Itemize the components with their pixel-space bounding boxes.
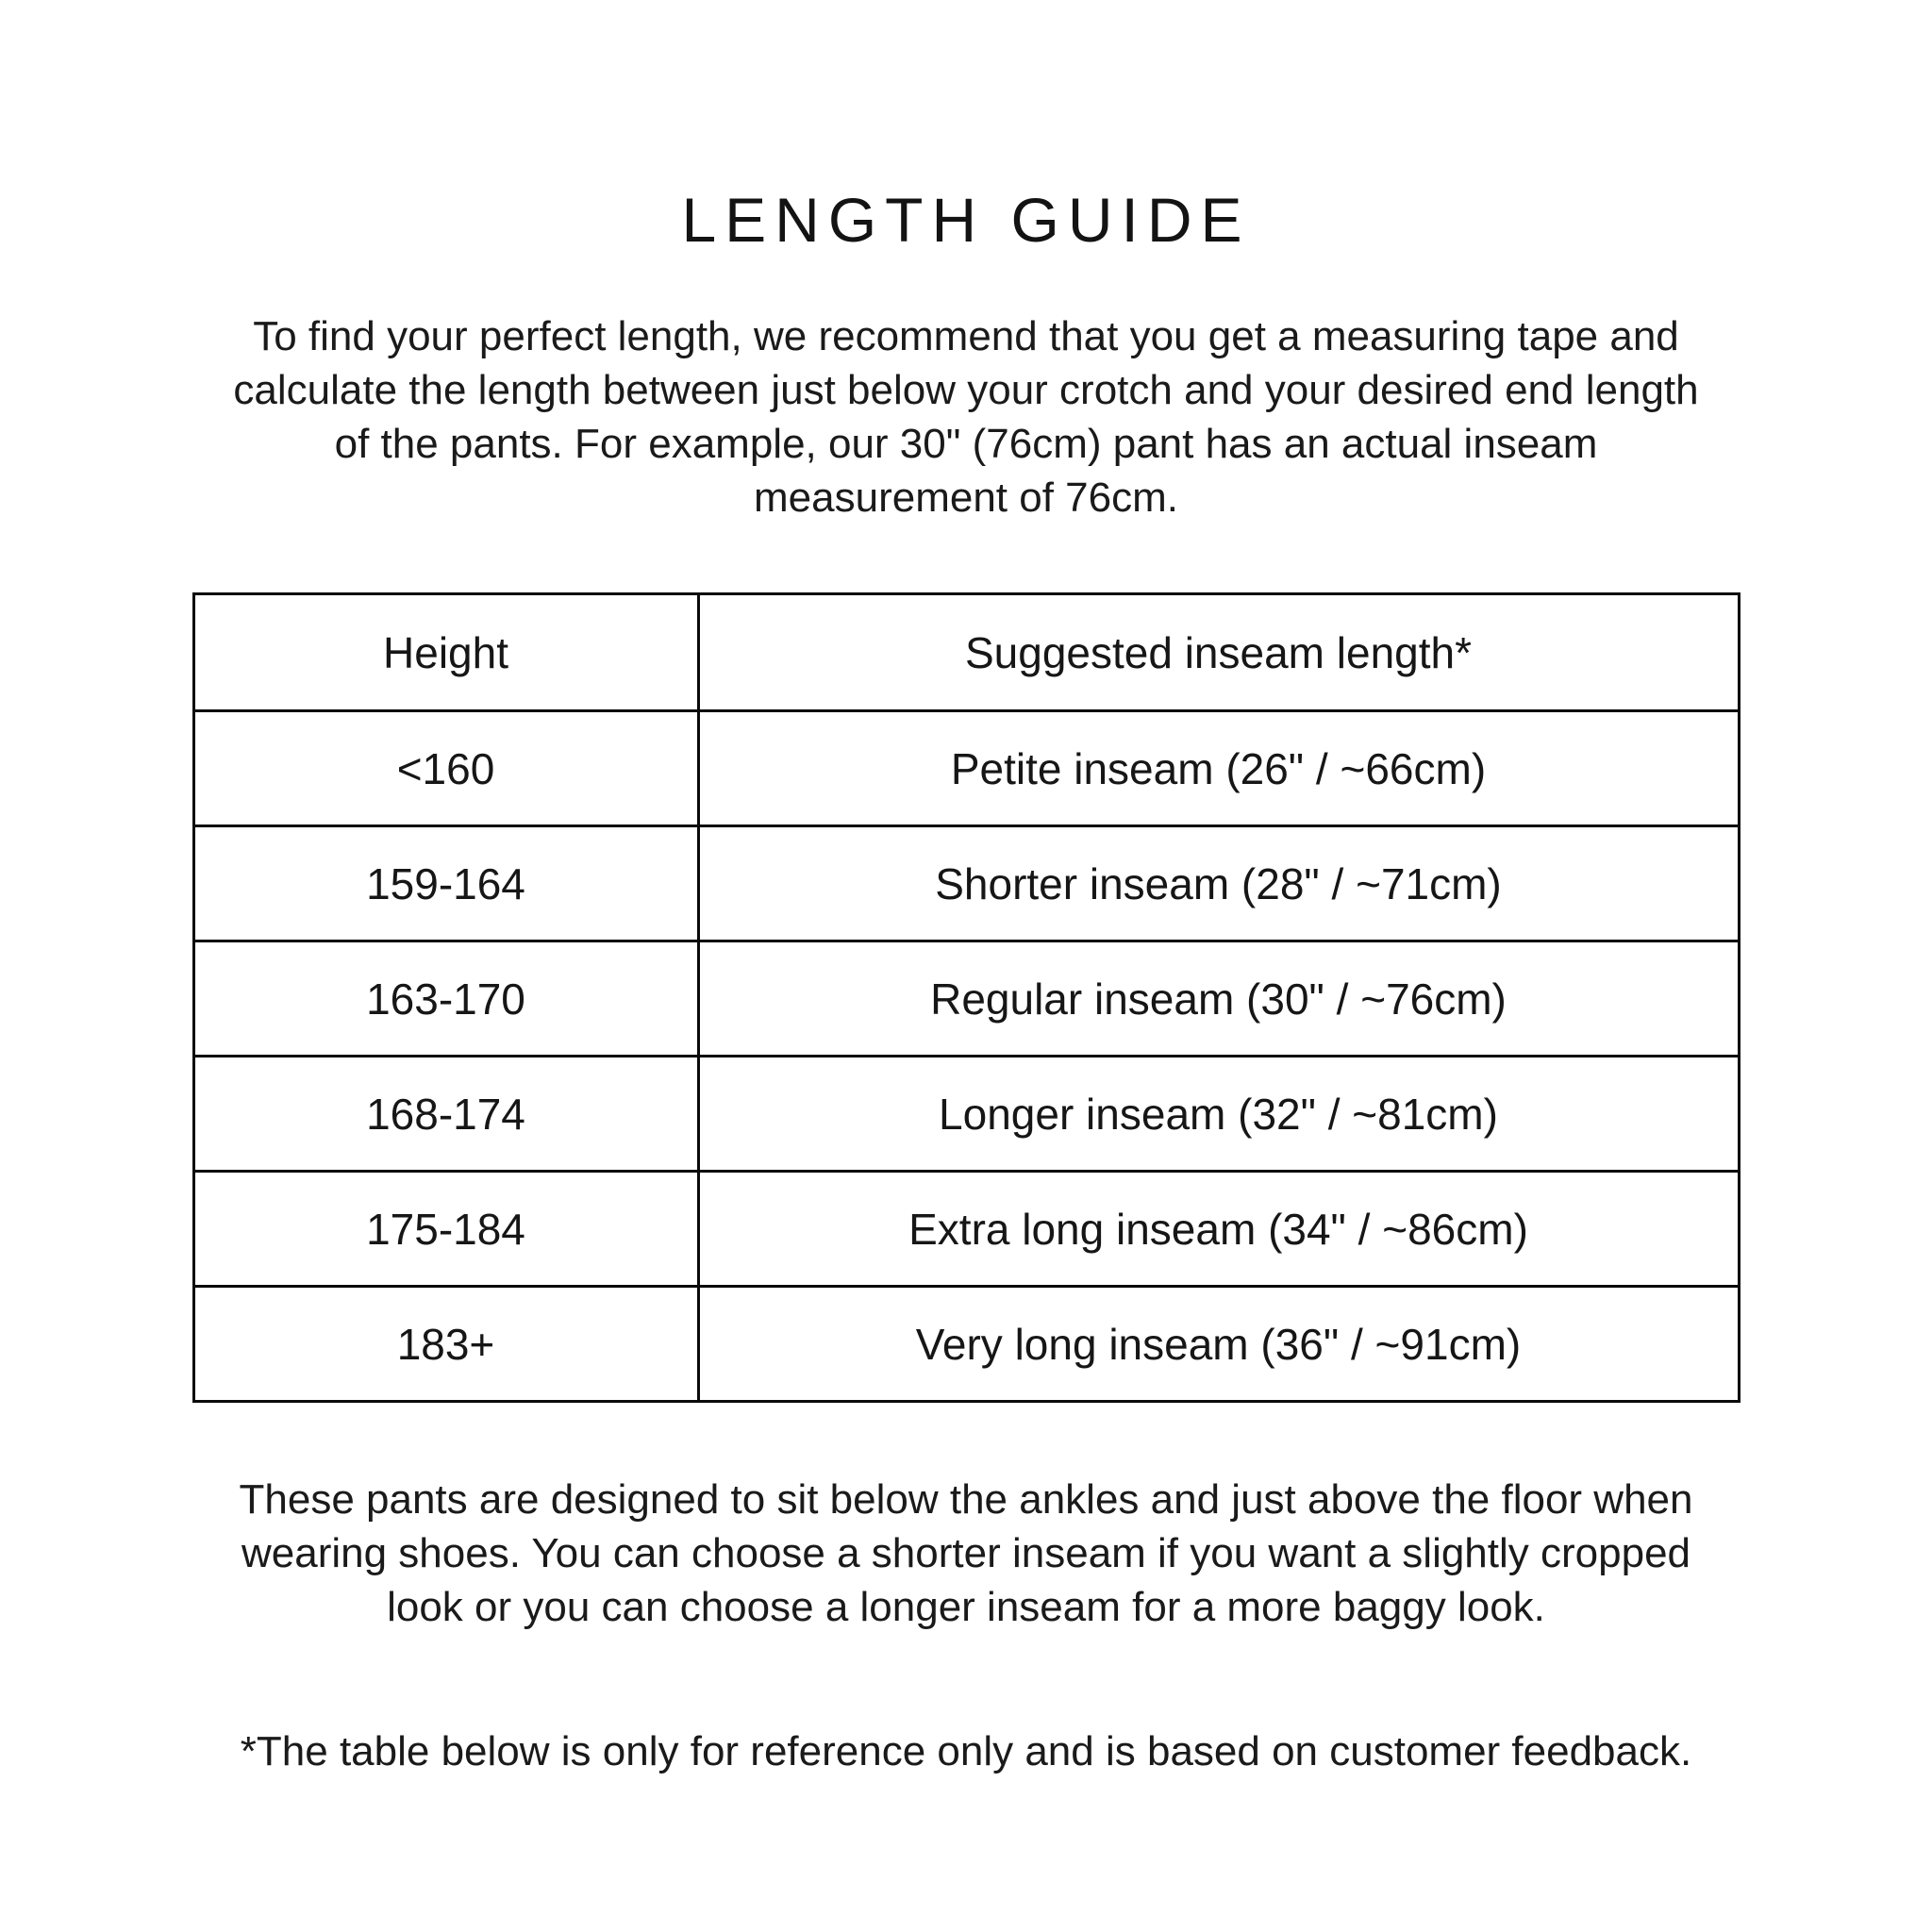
inseam-cell: Extra long inseam (34" / ~86cm) — [698, 1172, 1739, 1287]
height-cell: 183+ — [193, 1287, 698, 1402]
intro-line: calculate the length between just below your crotch and your desired end length — [233, 367, 1699, 413]
fit-note-paragraph — [0, 1473, 1932, 1634]
intro-line: To find your perfect length, we recommend that you get a measuring tape and — [253, 313, 1679, 359]
intro-line: of the pants. For example, our 30" (76cm) pant has an actual inseam — [334, 421, 1598, 467]
inseam-cell: Regular inseam (30" / ~76cm) — [698, 941, 1739, 1057]
intro-paragraph — [0, 309, 1932, 525]
table-header-inseam: Suggested inseam length* — [698, 594, 1739, 711]
table-header-height: Height — [193, 594, 698, 711]
height-cell: 168-174 — [193, 1057, 698, 1172]
table-header-row — [193, 594, 1739, 711]
inseam-cell: Shorter inseam (28" / ~71cm) — [698, 826, 1739, 941]
height-cell: 163-170 — [193, 941, 698, 1057]
table-row — [193, 1172, 1739, 1287]
inseam-cell: Petite inseam (26" / ~66cm) — [698, 711, 1739, 826]
fit-note-line: These pants are designed to sit below the ankles and just above the floor when — [239, 1476, 1693, 1523]
table-row — [193, 1287, 1739, 1402]
fit-note-line: look or you can choose a longer inseam for a more baggy look. — [387, 1584, 1545, 1630]
reference-footnote: *The table below is only for reference only and is based on customer feedback. — [240, 1728, 1692, 1774]
height-cell: 175-184 — [193, 1172, 698, 1287]
table-row — [193, 826, 1739, 941]
table-row — [193, 941, 1739, 1057]
size-table — [192, 592, 1740, 1403]
table-row — [193, 1057, 1739, 1172]
table-row — [193, 711, 1739, 826]
height-cell: <160 — [193, 711, 698, 826]
inseam-cell: Longer inseam (32" / ~81cm) — [698, 1057, 1739, 1172]
page-title: LENGTH GUIDE — [681, 185, 1251, 255]
intro-line: measurement of 76cm. — [754, 475, 1178, 521]
fit-note-line: wearing shoes. You can choose a shorter inseam if you want a slightly cropped — [241, 1530, 1691, 1576]
height-cell: 159-164 — [193, 826, 698, 941]
inseam-cell: Very long inseam (36" / ~91cm) — [698, 1287, 1739, 1402]
